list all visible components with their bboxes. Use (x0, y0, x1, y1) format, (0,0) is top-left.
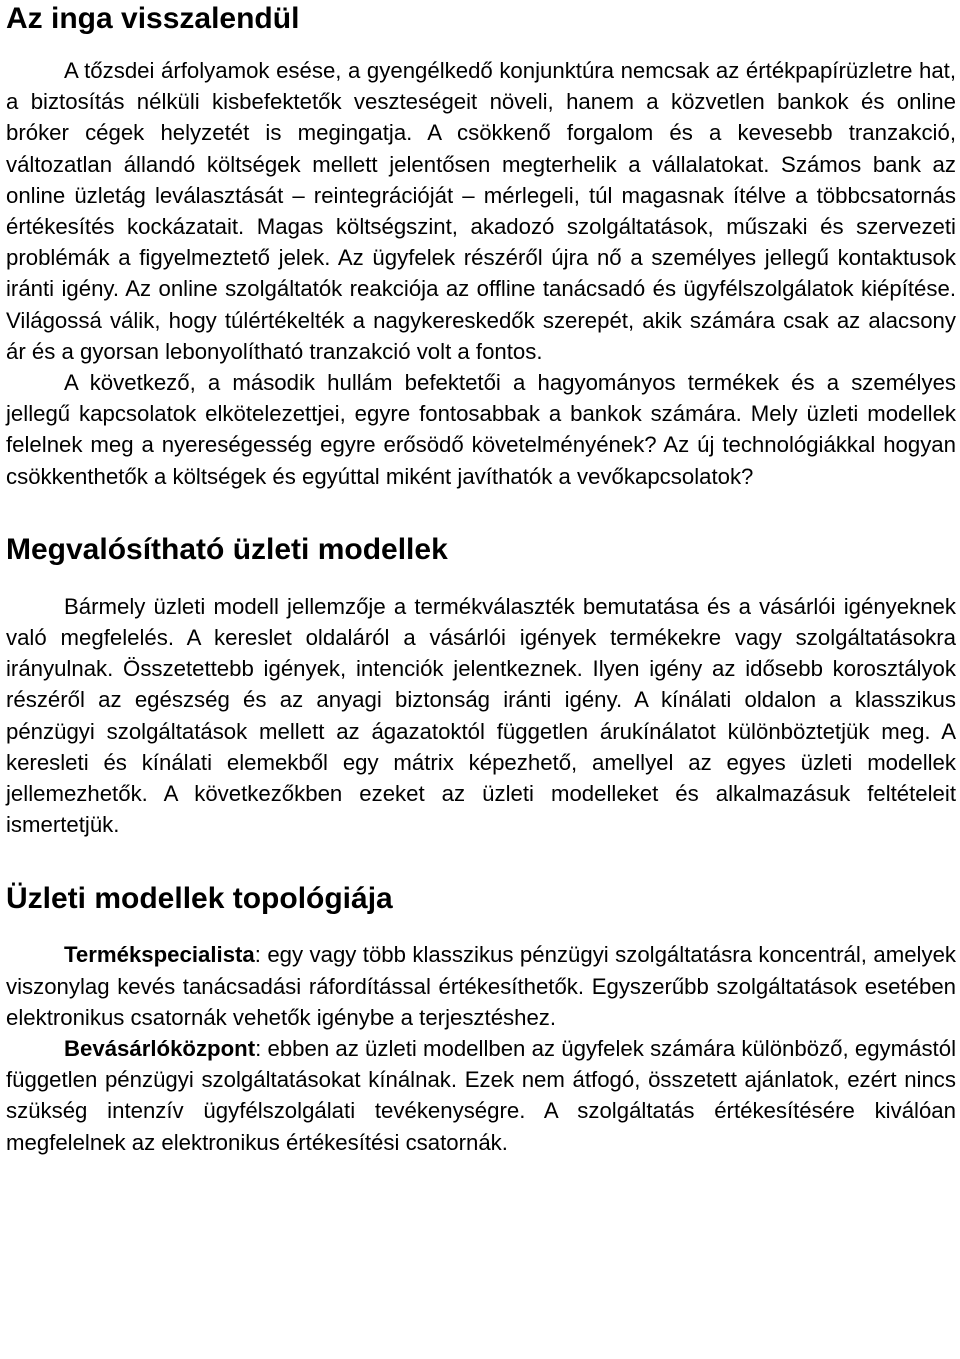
topology-item-shopping-center (6, 1033, 956, 1158)
definition-shopping-center: : ebben az üzleti modellben az ügyfelek számára különböző, egymástól független pénzügyi szolgáltatásokat kínálnak. Ezek nem átfogó, összetett ajánlatok, ezért nincs szükség intenzív ügyfélszolgálati tevékenységre. A szolgáltatás értékesítésére kiválóan megfelelnek az elektronikus értékesítési csatornák. (6, 1036, 956, 1155)
intro-paragraph-2: A következő, a második hullám befektetői a hagyományos termékek és a személyes jellegű kapcsolatok elkötelezettjei, egyre fontosabbak a bankok számára. Mely üzleti modellek felelnek meg a nyereségesség egyre erősödő követelményének? Az új technológiákkal hogyan csökkenthetők a költségek és egyúttal miként javíthatók a vevőkapcsolatok? (6, 370, 956, 489)
term-shopping-center: Bevásárlóközpont (64, 1036, 256, 1062)
business-models-paragraph: Bármely üzleti modell jellemzője a termékválaszték bemutatása és a vásárlói igényeknek való megfelelés. A kereslet oldaláról a vásárlói igények termékekre vagy szolgáltatásokra irányulnak. Összetettebb igények, intenciók jelentkeznek. Ilyen igény az idősebb korosztályok részéről az egészség és az anyagi biztonság iránti igény. A kínálati oldalon a klasszikus pénzügyi szolgáltatások mellett az ágazatoktól független árukínálatot különböztetjük meg. A keresleti és kínálati elemekből egy mátrix képezhető, amellyel az egyes üzleti modellek jellemezhetők. A következőkben ezeket az üzleti modelleket és alkalmazásuk feltételeit ismertetjük. (6, 593, 956, 838)
definition-product-specialist: : egy vagy több klasszikus pénzügyi szolgáltatásra koncentrál, amelyek viszonylag kevés tanácsadási ráfordítással értékesíthetők. Egyszerűbb szolgáltatások esetében elektronikus csatornák vehetők igénybe a terjesztéshez. (6, 942, 956, 1030)
document-page (6, 0, 956, 1158)
section-heading-topology: Üzleti modellek topológiája (6, 882, 393, 916)
term-product-specialist: Termékspecialista (64, 942, 255, 968)
intro-paragraph-1: A tőzsdei árfolyamok esése, a gyengélkedő konjunktúra nemcsak az értékpapírüzletre hat, a biztosítás nélküli kisbefektetők veszteségeit növeli, hanem a közvetlen bankok és online bróker cégek helyzetét is megingatja. A csökkenő forgalom és a kevesebb tranzakció, változatlan állandó költségek mellett jelentősen megterhelik a vállalatokat. Számos bank az online üzletág leválasztását – reintegrációját – mérlegeli, túl magasnak ítélve a többcsatornás értékesítés kockázatait. Magas költségszint, akadozó szolgáltatások, műszaki és szervezeti problémák a figyelmeztető jelek. Az ügyfelek részéről újra nő a személyes jellegű kontaktusok iránti igény. Az online szolgáltatók reakciója az offline tanácsadó és ügyfélszolgálatok kiépítése. Világossá válik, hogy túlértékelték a nagykereskedők szerepét, akik számára csak az alacsony ár és a gyorsan lebonyolítható tranzakció volt a fontos. (6, 58, 956, 364)
document-title: Az inga visszalendül (6, 2, 300, 35)
topology-item-product-specialist (6, 939, 956, 1033)
section-heading-business-models: Megvalósítható üzleti modellek (6, 532, 448, 566)
